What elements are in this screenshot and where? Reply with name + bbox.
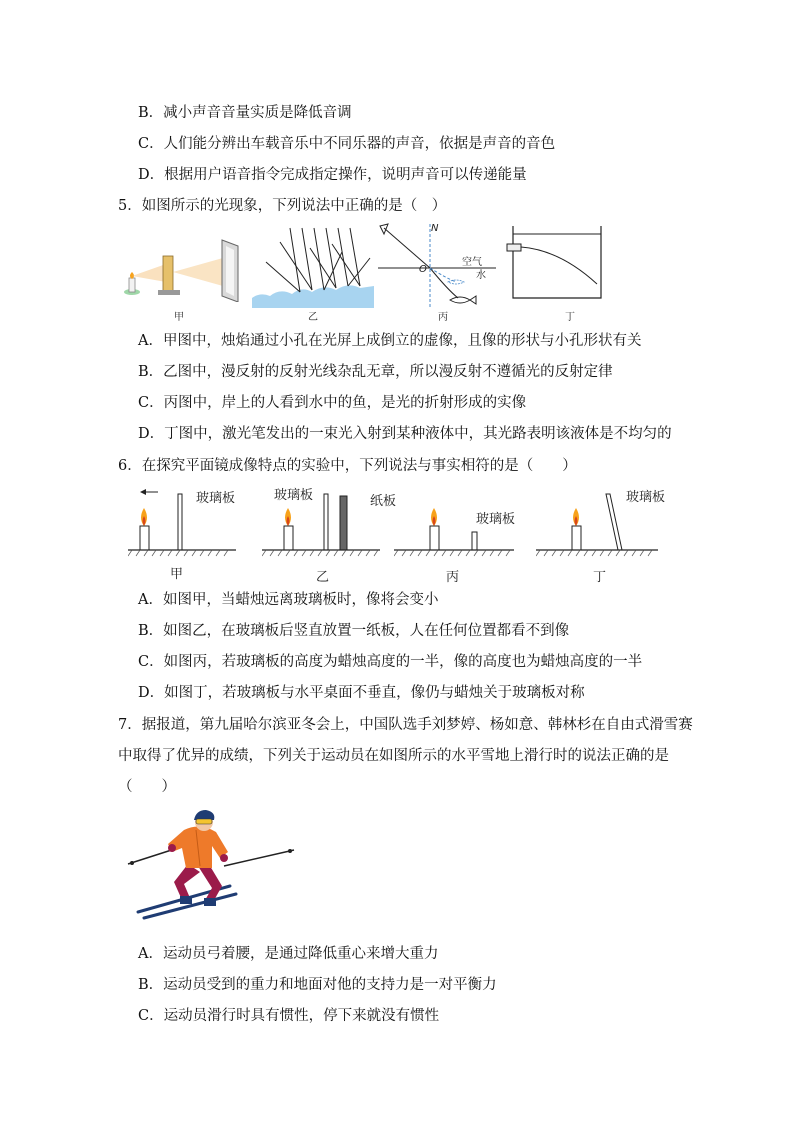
q5-label-air: 空气: [462, 257, 482, 268]
q6-ding-glass-label: 玻璃板: [626, 490, 666, 505]
q6-option-c: C．如图丙，若玻璃板的高度为蜡烛高度的一半，像的高度也为蜡烛高度的一半: [138, 654, 643, 670]
q4-option-c: C．人们能分辨出车载音乐中不同乐器的声音，依据是声音的音色: [138, 136, 556, 152]
q5-option-d: D．丁图中，激光笔发出的一束光入射到某种液体中，其光路表明该液体是不均匀的: [138, 426, 672, 442]
q7-stem-line3: （ ）: [118, 779, 176, 795]
q5-figure-yi: [250, 222, 378, 308]
q6-jia-glass-label: 玻璃板: [196, 491, 236, 506]
q5-option-c: C．丙图中，岸上的人看到水中的鱼，是光的折射形成的实像: [138, 395, 527, 411]
q7-stem-line2: 中取得了优异的成绩，下列关于运动员在如图所示的水平雪地上滑行时的说法正确的是: [118, 748, 669, 764]
q6-label-jia: 甲: [170, 567, 184, 582]
q7-option-a: A．运动员弓着腰，是通过降低重心来增大重力: [138, 946, 439, 962]
q5-label-yi: 乙: [308, 312, 318, 323]
q5-option-a: A．甲图中，烛焰通过小孔在光屏上成倒立的虚像，且像的形状与小孔形状有关: [138, 333, 642, 349]
q6-label-ding: 丁: [593, 570, 607, 585]
q6-option-d: D．如图丁，若玻璃板与水平桌面不垂直，像仍与蜡烛关于玻璃板对称: [138, 685, 585, 701]
q5-label-bing: 丙: [438, 312, 448, 323]
q7-skier-figure: [124, 808, 300, 920]
q6-yi-glass-label: 玻璃板: [274, 488, 314, 503]
q5-option-b: B．乙图中，漫反射的反射光线杂乱无章，所以漫反射不遵循光的反射定律: [138, 364, 613, 380]
q6-stem: 6．在探究平面镜成像特点的实验中，下列说法与事实相符的是（ ）: [118, 458, 577, 474]
q7-stem-line1: 7．据报道，第九届哈尔滨亚冬会上，中国队选手刘梦婷、杨如意、韩林杉在自由式滑雪赛: [118, 717, 693, 733]
q5-label-ding: 丁: [565, 312, 575, 323]
q5-label-o: O: [419, 264, 427, 275]
q5-figure-ding: [505, 222, 609, 302]
q4-option-b: B．减小声音音量实质是降低音调: [138, 105, 352, 121]
q4-option-d: D．根据用户语音指令完成指定操作，说明声音可以传递能量: [138, 167, 527, 183]
q5-label-jia: 甲: [174, 312, 184, 323]
q5-figure-jia: [118, 222, 248, 302]
q6-yi-cardboard-label: 纸板: [370, 494, 397, 509]
q6-bing-glass-label: 玻璃板: [476, 512, 516, 527]
q5-label-n: N: [431, 223, 439, 234]
q6-label-bing: 丙: [446, 570, 460, 585]
q7-option-b: B．运动员受到的重力和地面对他的支持力是一对平衡力: [138, 977, 497, 993]
q7-option-c: C．运动员滑行时具有惯性，停下来就没有惯性: [138, 1008, 440, 1024]
q6-option-b: B．如图乙，在玻璃板后竖直放置一纸板，人在任何位置都看不到像: [138, 623, 570, 639]
q6-option-a: A．如图甲，当蜡烛远离玻璃板时，像将会变小: [138, 592, 439, 608]
q5-label-water: 水: [476, 270, 486, 281]
q6-label-yi: 乙: [316, 570, 330, 585]
q5-stem: 5．如图所示的光现象，下列说法中正确的是（ ）: [118, 198, 447, 214]
